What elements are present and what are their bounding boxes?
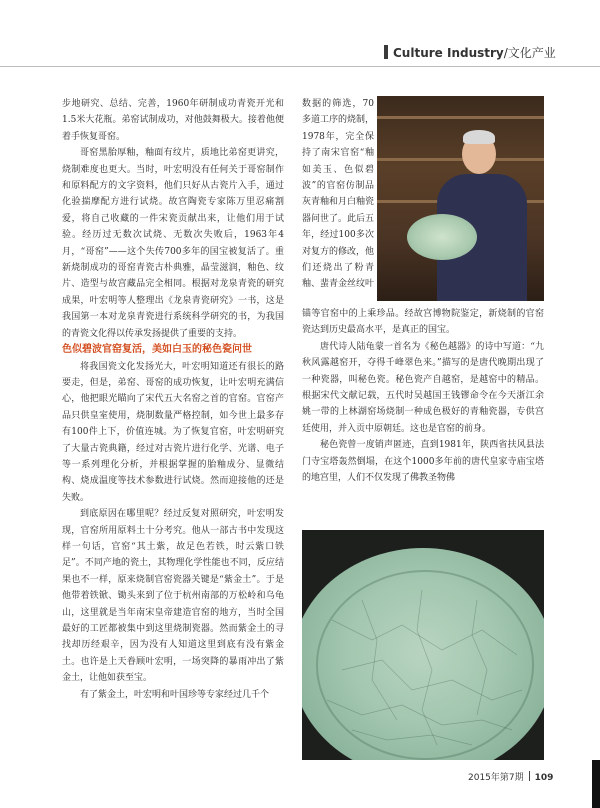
paragraph: 到底原因在哪里呢？经过反复对照研究，叶宏明发现，官窑所用原料土十分考究。他从一部古书中发现这样一句话，官窑“其土紫，故足色若铁，时云紫口铁足”。不同产地的瓷土，其物理化学性能也不同，反应结果也不一样，原来烧制官窑瓷器关键是“紫金土”。于是他带着铁锨、锄头来到了位于杭州南部的万松岭和乌龟山，这里就是当年南宋皇帝建造官窑的地方，当时全国最好的工匠都被集中到这里烧制瓷器。然而紫金土的寻找却历经艰辛，因为没有人知道这里到底有没有紫金土。也许是上天眷顾叶宏明，一场突降的暴雨冲出了紫金土，让他如获至宝。 xyxy=(62,509,284,684)
held-plate xyxy=(407,214,477,260)
paragraph: 数据的筛选，70多道工序的烧制，1978年，完全保持了南宋官窑“釉如美玉、色似碧波”的官窑仿制品灰青釉和月白釉瓷器问世了。此后五年，经过100多次对复方的修改，他们还烧出了粉青釉、蜚青金丝纹叶 xyxy=(302,99,375,290)
celadon-plate-photo xyxy=(302,530,544,760)
page-footer xyxy=(468,770,553,783)
footer-separator xyxy=(529,771,530,781)
right-column xyxy=(302,306,544,486)
crackle-pattern xyxy=(302,530,544,760)
paragraph: 哥窑黑胎厚釉，釉面有纹片，质地比弟窑更讲究，烧制难度也更大。当时，叶宏明没有任何关于哥窑制作和原料配方的文字资料，他们只好从古瓷片入手，通过化验揣摩配方进行试烧。故宫陶瓷专家陈万里忍痛割爱，将自己收藏的一件宋瓷贡献出来，让他们用于试验。经历过无数次试烧、无数次失败后，1963年4月，“哥窑”——这个失传700多年的国宝被复活了。重新烧制成功的哥窑青瓷古朴典雅，晶莹滋润，釉色、纹片、造型与故宫藏品完全相同。根据对龙泉青瓷的研究成果，叶宏明等人整理出《龙泉青瓷研究》一书，这是我国第一本对龙泉青瓷进行系统科学研究的书，为我国的青瓷文化得以传承发扬提供了重要的支持。 xyxy=(62,148,284,339)
section-header xyxy=(384,44,556,61)
person-hair xyxy=(463,130,495,144)
section-title-en: Culture Industry xyxy=(393,46,504,60)
paragraph: 秘色瓷曾一度销声匿迹，直到1981年，陕西省扶风县法门寺宝塔轰然倒塌，在这个1000多年前的唐代皇家寺庙宝塔的地宫里，人们不仅发现了佛教圣物佛 xyxy=(302,440,544,484)
paragraph: 锚等官窑中的上乘珍品。经故宫博物院鉴定，新烧制的官窑瓷达到历史最高水平，是真正的国宝。 xyxy=(302,309,544,336)
paragraph: 将我国瓷文化发扬光大，叶宏明知道还有很长的路要走，但是，弟窑、哥窑的成功恢复，让叶宏明充满信心，他把眼光瞄向了宋代五大名窑之首的官窑。官窑产品只供皇室使用，烧制数量严格控制，如今世上最多存有100件上下，价值连城。为了恢复官窑，叶宏明研究了大量古瓷典籍，经过对古瓷片进行化学、光谱、电子等一系列理化分析，并根据掌握的胎釉成分、显微结构、烧成温度等技术参数进行试烧。然而迎接他的还是失败。 xyxy=(62,361,284,503)
paragraph: 唐代诗人陆龟蒙一首名为《秘色越器》的诗中写道：“九秋风露越窑开，夺得千峰翠色来。”描写的是唐代晚期出现了一种瓷器，叫秘色瓷。秘色瓷产自越窑，是越窑中的精品。根据宋代文献记载，五代时吴越国王钱镠命令在今天浙江余姚一带的上林湖窑场烧制一种成色极好的青釉瓷器，专供宫廷使用，并入贡中原朝廷。这也是官窑的前身。 xyxy=(302,341,544,434)
paragraph: 步地研究、总结、完善，1960年研制成功青瓷开光和1.5米大花瓶。弟窑试制成功，对他鼓舞极大。接着他便着手恢复哥窑。 xyxy=(62,99,284,142)
shelf-line xyxy=(377,158,544,161)
section-title-cn: 文化产业 xyxy=(507,46,556,60)
shelf-line xyxy=(377,116,544,119)
edge-tab xyxy=(592,760,600,808)
right-column-narrow xyxy=(302,96,374,293)
section-slash: / xyxy=(503,46,508,60)
section-heading: 色似碧波官窑复活，美如白玉的秘色瓷问世 xyxy=(62,344,252,356)
paragraph: 有了紫金土，叶宏明和叶国珍等专家经过几千个 xyxy=(80,689,270,700)
left-column xyxy=(62,96,284,703)
header-bar-mark xyxy=(384,45,388,59)
portrait-photo xyxy=(377,96,544,301)
issue-label: 2015年第7期 xyxy=(468,773,524,783)
page-number: 109 xyxy=(534,773,554,783)
header-rule xyxy=(0,66,600,67)
